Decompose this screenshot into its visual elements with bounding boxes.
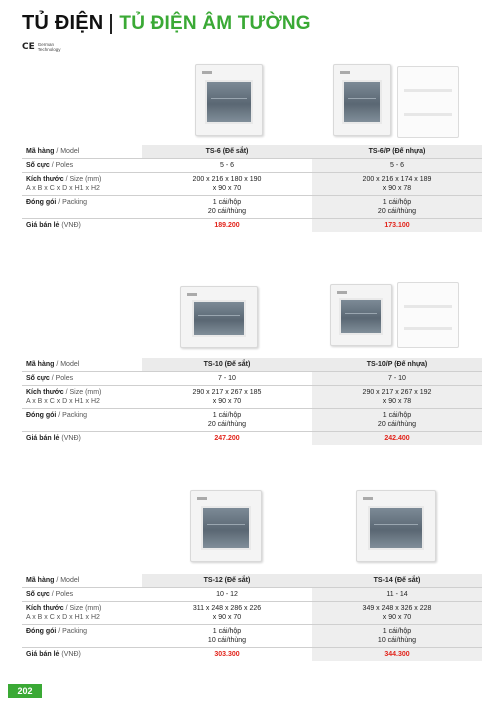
- product-image-ts10p-base: [397, 282, 459, 348]
- ce-certification: [22, 42, 61, 52]
- spec-table-1: [22, 145, 482, 232]
- product-image-ts6p-front: [333, 64, 391, 136]
- page-number: 202: [8, 684, 42, 698]
- table-row: Giá bán lẻ (VNĐ) 189.200 173.100: [22, 219, 482, 233]
- spec-table-2: [22, 358, 482, 445]
- table-row: Đóng gói / Packing 1 cái/hộp 20 cái/thùng 1 cái/hộp 20 cái/thùng: [22, 409, 482, 432]
- price-ts6: 189.200: [214, 222, 240, 229]
- product-image-ts6p-base: [397, 66, 459, 138]
- product-image-ts12: [190, 490, 262, 562]
- product-image-ts6: [195, 64, 263, 136]
- price-ts14: 344.300: [384, 651, 410, 658]
- product-image-ts10: [180, 286, 258, 348]
- table-row: Đóng gói / Packing 1 cái/hộp 20 cái/thùng 1 cái/hộp 20 cái/thùng: [22, 196, 482, 219]
- table-row: Mã hàng / Model TS-6 (Đế sắt) TS-6/P (Đế nhựa): [22, 145, 482, 159]
- table-row: Mã hàng / Model TS-10 (Đế sắt) TS-10/P (Đế nhựa): [22, 358, 482, 372]
- price-ts6p: 173.100: [384, 222, 410, 229]
- table-row: Kích thước / Size (mm) A x B x C x D x H1 x H2 200 x 216 x 180 x 190 x 90 x 70 200 x 216 x 174 x 189 x 90 x 78: [22, 173, 482, 196]
- table-row: Số cực / Poles 5 - 6 5 - 6: [22, 159, 482, 173]
- price-ts10: 247.200: [214, 435, 240, 442]
- table-row: Giá bán lẻ (VNĐ) 303.300 344.300: [22, 648, 482, 662]
- ce-caption: German Technology: [37, 42, 61, 52]
- price-ts12: 303.300: [214, 651, 240, 658]
- product-image-ts10p-front: [330, 284, 392, 346]
- price-ts10p: 242.400: [384, 435, 410, 442]
- table-row: Mã hàng / Model TS-12 (Đế sắt) TS-14 (Đế sắt): [22, 574, 482, 588]
- table-row: Kích thước / Size (mm) A x B x C x D x H1 x H2 311 x 248 x 286 x 226 x 90 x 70 349 x 248 x 326 x 228 x 90 x 70: [22, 602, 482, 625]
- spec-table-3: [22, 574, 482, 661]
- ce-mark-icon: CE: [22, 42, 35, 52]
- product-image-ts14: [356, 490, 436, 562]
- page-title: TỦ ĐIỆN: [22, 12, 104, 34]
- page-header: [22, 12, 311, 35]
- table-row: Số cực / Poles 10 - 12 11 - 14: [22, 588, 482, 602]
- table-row: Giá bán lẻ (VNĐ) 247.200 242.400: [22, 432, 482, 446]
- page-subtitle: TỦ ĐIỆN ÂM TƯỜNG: [119, 12, 311, 34]
- table-row: Kích thước / Size (mm) A x B x C x D x H1 x H2 290 x 217 x 267 x 185 x 90 x 70 290 x 217 x 267 x 192 x 90 x 78: [22, 386, 482, 409]
- title-divider: [110, 14, 112, 34]
- table-row: Đóng gói / Packing 1 cái/hộp 10 cái/thùng 1 cái/hộp 10 cái/thùng: [22, 625, 482, 648]
- table-row: Số cực / Poles 7 - 10 7 - 10: [22, 372, 482, 386]
